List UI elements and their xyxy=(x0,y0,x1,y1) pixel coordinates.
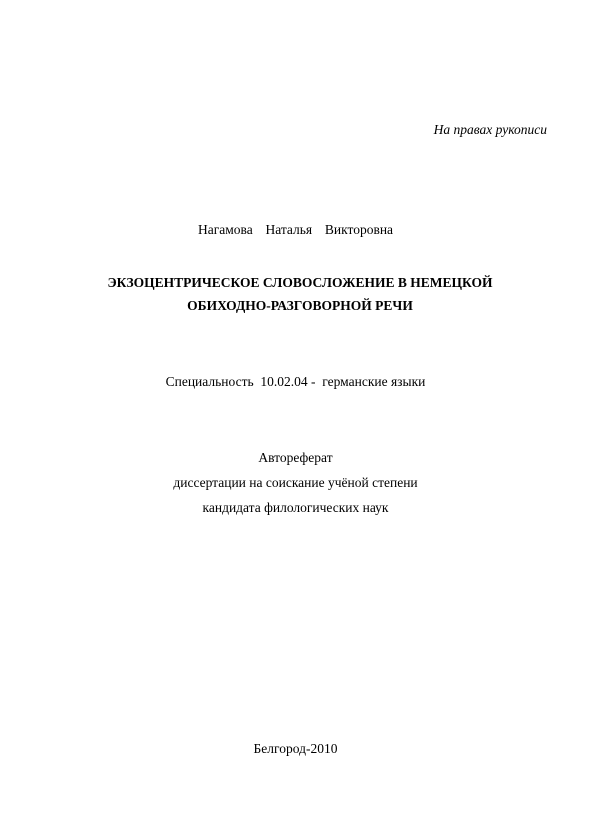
degree-name-line: кандидата филологических наук xyxy=(202,500,389,515)
degree-purpose-line: диссертации на соискание учёной степени xyxy=(173,475,418,490)
place-and-year: Белгород-2010 xyxy=(253,741,338,756)
dissertation-title-line-1: ЭКЗОЦЕНТРИЧЕСКОЕ СЛОВОСЛОЖЕНИЕ В НЕМЕЦКОЙ xyxy=(107,275,493,290)
author-name: Нагамова Наталья Викторовна xyxy=(197,222,394,237)
dissertation-title-line-2: ОБИХОДНО-РАЗГОВОРНОЙ РЕЧИ xyxy=(187,298,413,313)
copyright-note: На правах рукописи xyxy=(433,122,547,137)
abstract-label: Автореферат xyxy=(258,450,333,465)
specialty-line: Специальность 10.02.04 - германские языки xyxy=(165,374,426,389)
